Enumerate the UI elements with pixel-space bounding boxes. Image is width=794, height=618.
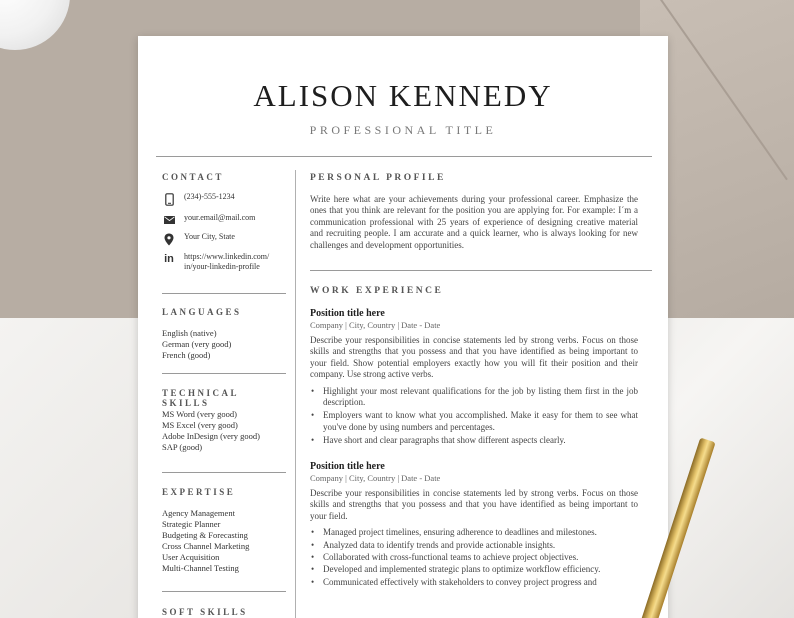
envelope-icon	[162, 213, 176, 227]
expertise-heading: EXPERTISE	[162, 487, 236, 497]
resume-page	[138, 36, 668, 618]
phone-text: (234)-555-1234	[184, 192, 235, 201]
phone-icon	[162, 192, 176, 206]
job-subtitle: Company | City, Country | Date - Date	[310, 473, 441, 483]
job-bullets	[310, 386, 638, 447]
contact-email	[162, 213, 255, 227]
expertise-divider	[162, 591, 286, 592]
linkedin-icon: in	[164, 253, 174, 265]
location-pin-icon	[162, 232, 176, 246]
list-item: Strategic Planner	[162, 519, 221, 529]
list-item: MS Excel (very good)	[162, 420, 238, 430]
column-divider	[295, 170, 296, 618]
list-item: SAP (good)	[162, 442, 203, 452]
list-item: French (good)	[162, 350, 211, 360]
location-text: Your City, State	[184, 232, 235, 241]
professional-title: PROFESSIONAL TITLE	[309, 123, 497, 137]
email-text: your.email@mail.com	[184, 213, 256, 222]
list-item: • Highlight your most relevant qualifications for the job by listing them first in the job description.	[310, 386, 638, 409]
job-description: Describe your responsibilities in concise statements led by strong verbs. Focus on those skills and strengths that you possess and that you have identified as being important to your field. Show potential employers exactly how you will fit their position and their company. Use strong active verbs.	[310, 335, 638, 380]
list-item: • Managed project timelines, ensuring adherence to deadlines and milestones.	[310, 527, 638, 538]
languages-list	[162, 328, 231, 361]
list-item: • Analyzed data to identify trends and provide actionable insights.	[310, 540, 638, 551]
list-item: • Collaborated with cross-functional teams to achieve project objectives.	[310, 552, 638, 563]
technical-skills-heading: TECHNICAL SKILLS	[162, 388, 239, 408]
job-entry-1	[310, 308, 638, 447]
job-entry-2	[310, 461, 638, 588]
job-description: Describe your responsibilities in concise statements led by strong verbs. Focus on those skills and strengths that you possess and that you have identified as being important to your field.	[310, 488, 638, 521]
list-item: MS Word (very good)	[162, 409, 237, 419]
list-item: User Acquisition	[162, 552, 220, 562]
header-divider	[156, 156, 652, 157]
contact-divider	[162, 293, 286, 294]
contact-phone	[162, 192, 235, 206]
list-item: German (very good)	[162, 339, 232, 349]
list-item: Cross Channel Marketing	[162, 541, 250, 551]
contact-linkedin	[162, 252, 269, 272]
job-bullets	[310, 527, 638, 588]
list-item: • Employers want to know what you accomplished. Make it easy for them to see what you've done by using numbers and percentages.	[310, 410, 638, 433]
profile-text: Write here what are your achievements during your professional career. Emphasize the ones that you think are relevant for the position you are applying for. For example: I´m a communication professional with 25 years of experience of designing creative material and recruiting people. I am accurate and a quick learner, who is always looking for new challenges and development opportunities.	[310, 194, 638, 250]
list-item: Multi-Channel Testing	[162, 563, 239, 573]
languages-heading: LANGUAGES	[162, 307, 242, 317]
list-item: Budgeting & Forecasting	[162, 530, 248, 540]
expertise-list	[162, 508, 249, 574]
list-item: English (native)	[162, 328, 217, 338]
personal-profile-heading: PERSONAL PROFILE	[310, 173, 446, 183]
job-subtitle: Company | City, Country | Date - Date	[310, 320, 441, 330]
list-item: • Developed and implemented strategic plans to optimize workflow efficiency.	[310, 564, 638, 575]
work-experience-heading: WORK EXPERIENCE	[310, 286, 444, 296]
list-item: • Communicated effectively with stakeholders to convey project progress and	[310, 577, 638, 588]
list-item: Agency Management	[162, 508, 235, 518]
job-title: Position title here	[310, 461, 385, 472]
contact-location	[162, 232, 235, 246]
list-item: • Have short and clear paragraphs that show different aspects clearly.	[310, 435, 638, 446]
linkedin-url-line2: in/your-linkedin-profile	[184, 262, 260, 271]
list-item: Adobe InDesign (very good)	[162, 431, 260, 441]
resume-name: ALISON KENNEDY	[253, 78, 553, 113]
profile-divider	[310, 270, 652, 271]
contact-heading: CONTACT	[162, 172, 224, 182]
languages-divider	[162, 373, 286, 374]
technical-skills-divider	[162, 472, 286, 473]
technical-skills-list	[162, 409, 260, 453]
soft-skills-heading: SOFT SKILLS	[162, 607, 248, 617]
job-title: Position title here	[310, 308, 385, 319]
linkedin-url-line1: https://www.linkedin.com/	[184, 252, 270, 261]
